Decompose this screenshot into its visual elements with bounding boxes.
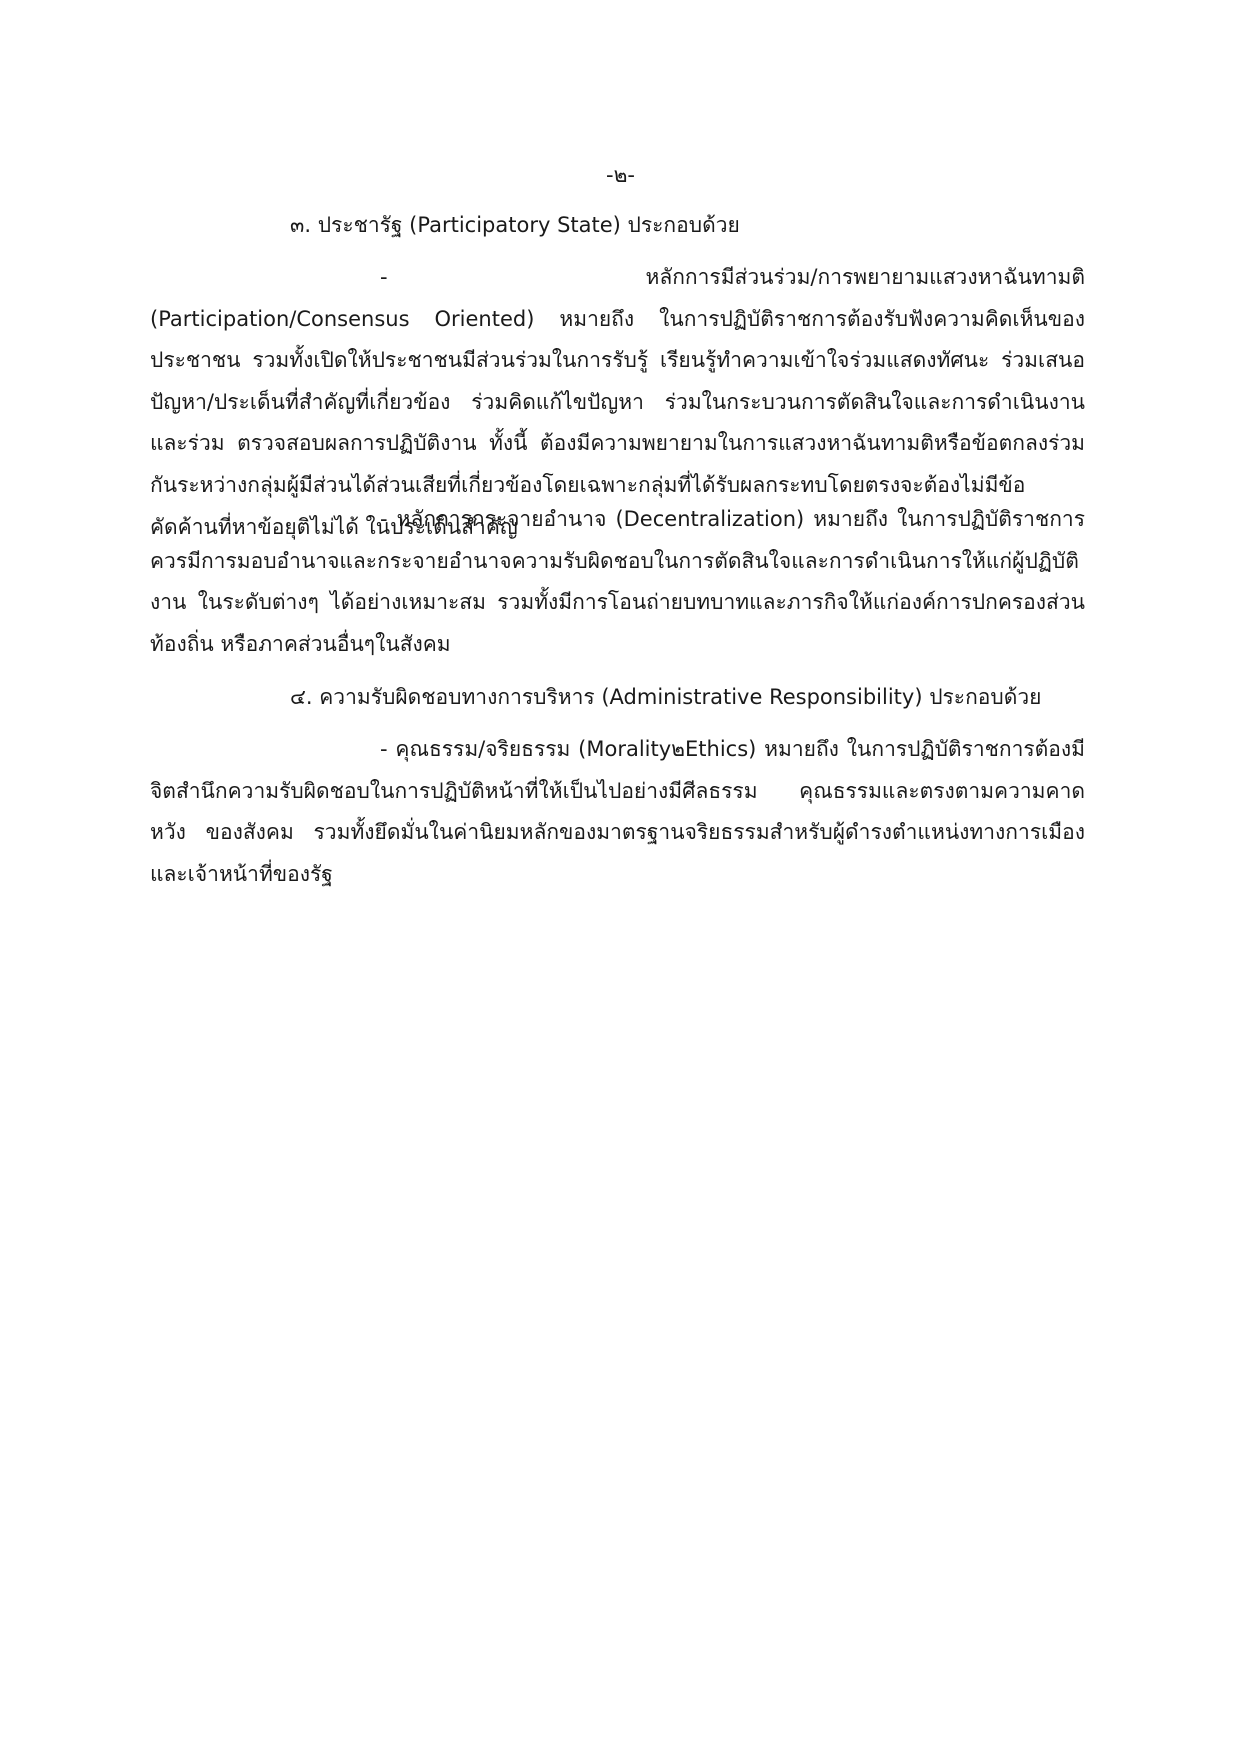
paragraph-morality-ethics: - คุณธรรม/จริยธรรม (Morality๒Ethics) หมายถึง ในการปฏิบัติราชการต้องมีจิตสำนึกความรับผิดชอบในการปฏิบัติหน้าที่ให้เป็นไปอย่างมีศีลธรรม คุณธรรมและตรงตามความคาดหวัง ของสังคม รวมทั้งยึดมั่นในค่านิยมหลักของมาตรฐานจริยธรรมสำหรับผู้ดำรงตำแหน่งทางการเมือง และเจ้าหน้าที่ของรัฐ xyxy=(150,737,1085,886)
paragraph-participation: - หลักการมีส่วนร่วม/การพยายามแสวงหาฉันทามติ (Participation/Consensus Oriented) หมายถึง ในการปฏิบัติราชการต้องรับฟังความคิดเห็นของประชาชน รวมทั้งเปิดให้ประชาชนมีส่วนร่วมในการรับรู้ เรียนรู้ทำความเข้าใจร่วมแสดงทัศนะ ร่วมเสนอปัญหา/ประเด็นที่สำคัญที่เกี่ยวข้อง ร่วมคิดแก้ไขปัญหา ร่วมในกระบวนการตัดสินใจและการดำเนินงานและร่วม ตรวจสอบผลการปฏิบัติงาน ทั้งนี้ ต้องมีความพยายามในการแสวงหาฉันทามติหรือข้อตกลงร่วมกันระหว่างกลุ่มผู้มีส่วนได้ส่วนเสียที่เกี่ยวข้องโดยเฉพาะกลุ่มที่ได้รับผลกระทบโดยตรงจะต้องไม่มีข้อคัดค้านที่หาข้อยุติไม่ได้ ในประเด็นสำคัญ xyxy=(150,265,1085,539)
section-heading-participatory-state: ๓. ประชารัฐ (Participatory State) ประกอบด้วย xyxy=(290,213,740,237)
paragraph-decentralization: - หลักการกระจายอำนาจ (Decentralization) หมายถึง ในการปฏิบัติราชการควรมีการมอบอำนาจและกระจายอำนาจความรับผิดชอบในการตัดสินใจและการดำเนินการให้แก่ผู้ปฏิบัติงาน ในระดับต่างๆ ได้อย่างเหมาะสม รวมทั้งมีการโอนถ่ายบทบาทและภารกิจให้แก่องค์การปกครองส่วนท้องถิ่น หรือภาคส่วนอื่นๆในสังคม xyxy=(150,507,1085,656)
page-number: -๒- xyxy=(606,163,635,187)
section-heading-administrative-responsibility: ๔. ความรับผิดชอบทางการบริหาร (Administrative Responsibility) ประกอบด้วย xyxy=(290,685,1042,709)
